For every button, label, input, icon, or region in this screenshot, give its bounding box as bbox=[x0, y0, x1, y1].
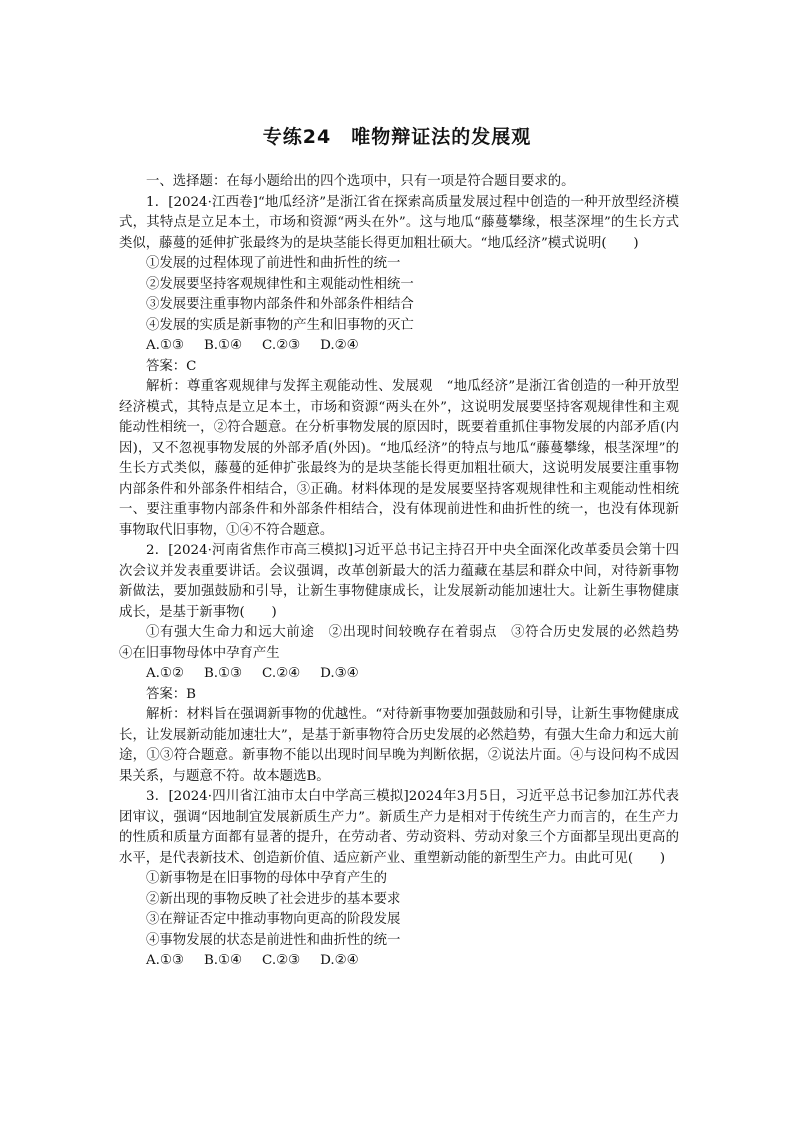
section-header: 一、选择题：在每小题给出的四个选项中，只有一项是符合题目要求的。 bbox=[146, 174, 575, 189]
question-1-analysis: 解析：尊重客观规律与发挥主观能动性、发展观 “地瓜经济”是浙江省创造的一种开放型经济模式，其特点是立足本土，市场和资源“两头在外”，这说明发展要坚持客观规律性和主观能动性相统一，②符合题意。在分析事物发展的原因时，既要着重抓住事物发展的内部矛盾(内因)，又不忽视事物发展的外部矛盾(外因)。“地瓜经济”的特点与地瓜“藤蔓攀缘，根茎深埋”的生长方式类似，藤蔓的延伸扩张最终为的是块茎能长得更加粗壮硕大，这说明发展要注重事物内部条件和外部条件相结合，③正确。材料体现的是发展要坚持客观规律性和主观能动性相统一、要注重事物内部条件和外部条件相结合，没有体现前进性和曲折性的统一，也没有体现新事物取代旧事物，①④不符合题意。 bbox=[119, 379, 679, 538]
question-3-option-1: ①新事物是在旧事物的母体中孕育产生的 bbox=[146, 871, 388, 886]
question-3-choices bbox=[119, 951, 679, 972]
question-1-option-4: ④发展的实质是新事物的产生和旧事物的灭亡 bbox=[146, 317, 414, 333]
page-title: 专练24 唯物辩证法的发展观 bbox=[262, 126, 532, 148]
question-2-options: ①有强大生命力和远大前途 ②出现时间较晚存在着弱点 ③符合历史发展的必然趋势 ④在旧事物母体中孕育产生 bbox=[119, 625, 693, 661]
question-1-choices bbox=[119, 336, 679, 357]
question-1-stem: 1．[2024·江西卷]“地瓜经济”是浙江省在探索高质量发展过程中创造的一种开放型经济模式，其特点是立足本土，市场和资源“两头在外”。这与地瓜“藤蔓攀缘，根茎深埋”的生长方式类似，藤蔓的延伸扩张最终为的是块茎能长得更加粗壮硕大。“地瓜经济”模式说明( ) bbox=[119, 194, 679, 251]
question-3-option-4: ④事物发展的状态是前进性和曲折性的统一 bbox=[146, 932, 401, 948]
choice-b: B.①③ bbox=[203, 666, 243, 681]
question-2-choices bbox=[119, 664, 679, 685]
question-1-option-3: ③发展要注重事物内部条件和外部条件相结合 bbox=[146, 297, 414, 312]
choice-d: D.③④ bbox=[320, 666, 359, 681]
question-3-stem: 3．[2024·四川省江油市太白中学高三模拟]2024年3月5日，习近平总书记参加江苏代表团审议，强调“因地制宜发展新质生产力”。新质生产力是相对于传统生产力而言的，在生产力的性质和质量方面都有显著的提升，在劳动者、劳动资料、劳动对象三个方面都呈现出更高的水平，是代表新技术、创造新价值、适应新产业、重塑新动能的新型生产力。由此可见( ) bbox=[119, 789, 679, 866]
question-3-option-3: ③在辩证否定中推动事物向更高的阶段发展 bbox=[146, 912, 401, 927]
choice-d: D.②④ bbox=[320, 338, 359, 353]
choice-b: B.①④ bbox=[203, 953, 243, 968]
question-1-answer: 答案：C bbox=[146, 358, 197, 374]
choice-a: A.①② bbox=[146, 666, 184, 681]
question-2-answer: 答案：B bbox=[146, 686, 197, 702]
question-2-analysis: 解析：材料旨在强调新事物的优越性。“对待新事物要加强鼓励和引导，让新生事物健康成长，让发展新动能加速壮大”，是基于新事物符合历史发展的必然趋势，有强大生命力和远大前途，①③符合题意。新事物不能以出现时间早晚为判断依据，②说法片面。④与设问构不成因果关系，与题意不符。故本题选B。 bbox=[119, 707, 679, 784]
choice-b: B.①④ bbox=[203, 338, 243, 353]
question-1-option-2: ②发展要坚持客观规律性和主观能动性相统一 bbox=[146, 276, 414, 292]
choice-d: D.②④ bbox=[320, 953, 359, 968]
question-1-option-1: ①发展的过程体现了前进性和曲折性的统一 bbox=[146, 256, 401, 271]
choice-a: A.①③ bbox=[146, 338, 184, 353]
question-3-option-2: ②新出现的事物反映了社会进步的基本要求 bbox=[146, 891, 401, 907]
choice-a: A.①③ bbox=[146, 953, 184, 968]
question-2-stem: 2．[2024·河南省焦作市高三模拟]习近平总书记主持召开中央全面深化改革委员会第十四次会议并发表重要讲话。会议强调，改革创新最大的活力蕴藏在基层和群众中间，对待新事物新做法，要加强鼓励和引导，让新生事物健康成长，让发展新动能加速壮大。让新生事物健康成长，是基于新事物( ) bbox=[119, 543, 679, 620]
choice-c: C.②④ bbox=[262, 666, 301, 681]
choice-c: C.②③ bbox=[262, 338, 301, 353]
choice-c: C.②③ bbox=[262, 953, 301, 968]
document-body bbox=[119, 172, 693, 972]
